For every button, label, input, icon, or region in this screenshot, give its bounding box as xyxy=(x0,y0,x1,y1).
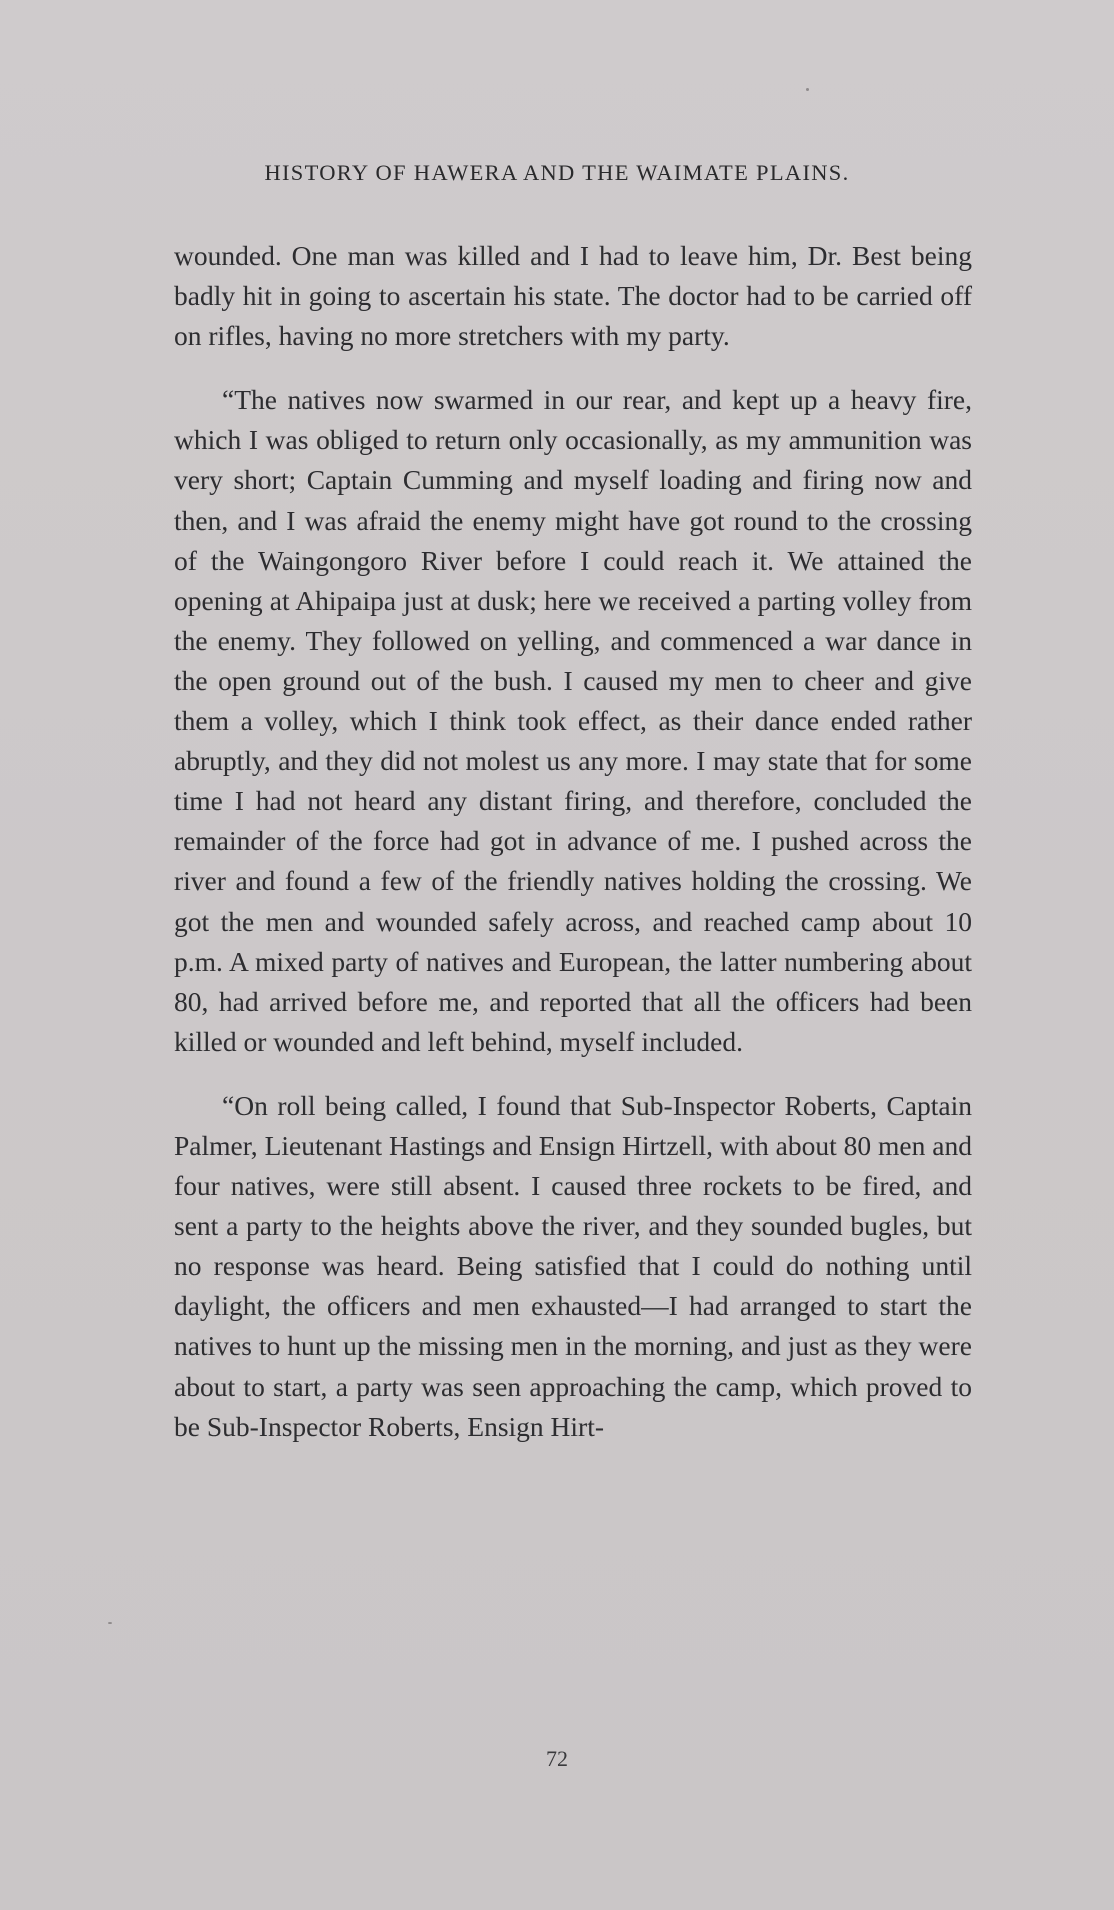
paragraph-2: “The natives now swarmed in our rear, and kept up a heavy fire, which I was obliged to return only occasionally, as my ammunition was very short; Captain Cumming and myself loading and firing now and then, and I was afraid the enemy might have got round to the crossing of the Waingongoro River before I could reach it. We attained the opening at Ahipaipa just at dusk; here we received a parting volley from the enemy. They followed on yelling, and commenced a war dance in the open ground out of the bush. I caused my men to cheer and give them a volley, which I think took effect, as their dance ended rather abruptly, and they did not molest us any more. I may state that for some time I had not heard any distant firing, and therefore, concluded the remainder of the force had got in advance of me. I pushed across the river and found a few of the friendly natives holding the crossing. We got the men and wounded safely across, and reached camp about 10 p.m. A mixed party of natives and European, the latter numbering about 80, had arrived before me, and reported that all the officers had been killed or wounded and left behind, myself included. xyxy=(174,384,972,1057)
paragraph-1: wounded. One man was killed and I had to leave him, Dr. Best being badly hit in going to ascertain his state. The doctor had to be carried off on rifles, having no more stretchers with my party. xyxy=(174,240,972,352)
page-number: 72 xyxy=(546,1746,568,1771)
paper-speck xyxy=(806,88,809,91)
running-head: HISTORY OF HAWERA AND THE WAIMATE PLAINS. xyxy=(264,160,850,185)
paragraph-3: “On roll being called, I found that Sub-Inspector Roberts, Captain Palmer, Lieutenant Hastings and Ensign Hirtzell, with about 80 men and four natives, were still absent. I caused three rockets to be fired, and sent a party to the heights above the river, and they sounded bugles, but no response was heard. Being satisfied that I could do nothing until daylight, the officers and men exhausted—I had arranged to start the natives to hunt up the missing men in the morning, and just as they were about to start, a party was seen approaching the camp, which proved to be Sub-Inspector Roberts, Ensign Hirt- xyxy=(174,1089,972,1442)
paper-speck xyxy=(108,1622,112,1624)
body-text xyxy=(174,236,972,1447)
